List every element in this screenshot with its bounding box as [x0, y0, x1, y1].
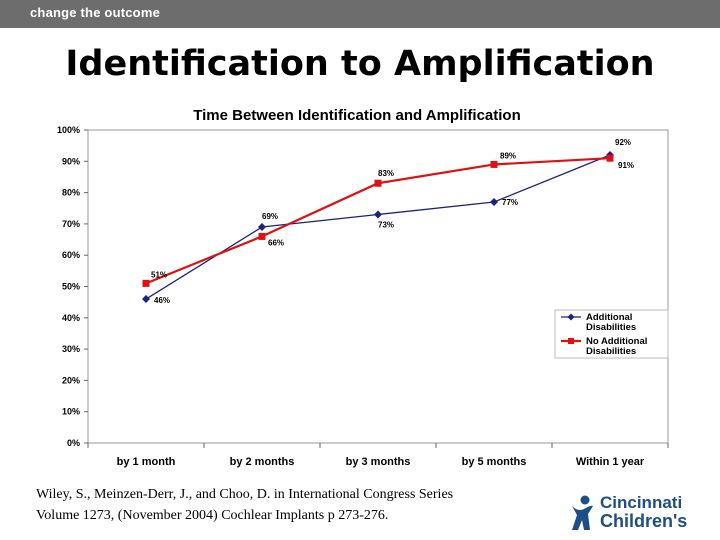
y-tick-label: 10% — [61, 406, 80, 417]
data-point — [259, 233, 266, 240]
data-label: 51% — [151, 270, 168, 280]
data-label: 46% — [154, 296, 171, 306]
x-tick-label: by 1 month — [116, 456, 176, 468]
data-label: 89% — [500, 151, 517, 161]
logo-line-2: Children's — [600, 511, 688, 531]
hospital-logo — [566, 494, 716, 534]
top-bar — [0, 0, 720, 28]
data-label: 91% — [618, 161, 635, 171]
data-label: 77% — [502, 197, 519, 207]
y-tick-label: 90% — [61, 156, 80, 167]
y-tick-label: 60% — [61, 250, 80, 261]
citation-line-2: Volume 1273, (November 2004) Cochlear Implants p 273-276. — [36, 508, 389, 523]
chart-title: Time Between Identification and Amplification — [193, 107, 521, 124]
logo-line-1: Cincinnati — [600, 493, 683, 512]
data-point — [607, 155, 614, 162]
line-chart — [30, 100, 680, 480]
data-point — [375, 180, 382, 187]
x-tick-label: by 5 months — [461, 456, 527, 468]
y-tick-label: 40% — [61, 312, 80, 323]
child-figure-icon — [566, 494, 596, 534]
y-tick-label: 100% — [56, 125, 80, 135]
data-label: 83% — [378, 169, 395, 179]
x-tick-label: by 3 months — [345, 456, 411, 468]
legend-label: Disabilities — [586, 346, 637, 357]
logo-wordmark — [600, 494, 687, 530]
x-tick-label: by 2 months — [229, 456, 295, 468]
y-tick-label: 20% — [61, 375, 80, 386]
citation-line-1: Wiley, S., Meinzen-Derr, J., and Choo, D. in International Congress Series — [36, 487, 454, 502]
data-point — [374, 211, 382, 219]
data-point — [490, 198, 498, 206]
y-tick-label: 80% — [61, 187, 80, 198]
citation — [36, 484, 556, 526]
y-tick-label: 50% — [61, 281, 80, 292]
y-tick-label: 70% — [61, 218, 80, 229]
data-label: 69% — [262, 212, 279, 222]
slide-title: Identification to Amplification — [65, 44, 655, 84]
data-point — [258, 223, 266, 231]
legend-label: No Additional — [586, 336, 648, 347]
y-tick-label: 30% — [61, 344, 80, 355]
data-point — [491, 161, 498, 168]
legend-marker — [568, 338, 574, 344]
data-label: 66% — [268, 238, 285, 248]
data-label: 92% — [615, 138, 632, 148]
legend-label: Disabilities — [586, 322, 637, 333]
y-tick-label: 0% — [66, 438, 80, 448]
legend-label: Additional — [586, 312, 633, 323]
tagline: change the outcome — [30, 5, 161, 20]
x-tick-label: Within 1 year — [575, 456, 645, 468]
data-label: 73% — [378, 220, 395, 230]
data-point — [142, 295, 150, 303]
data-point — [143, 280, 150, 287]
